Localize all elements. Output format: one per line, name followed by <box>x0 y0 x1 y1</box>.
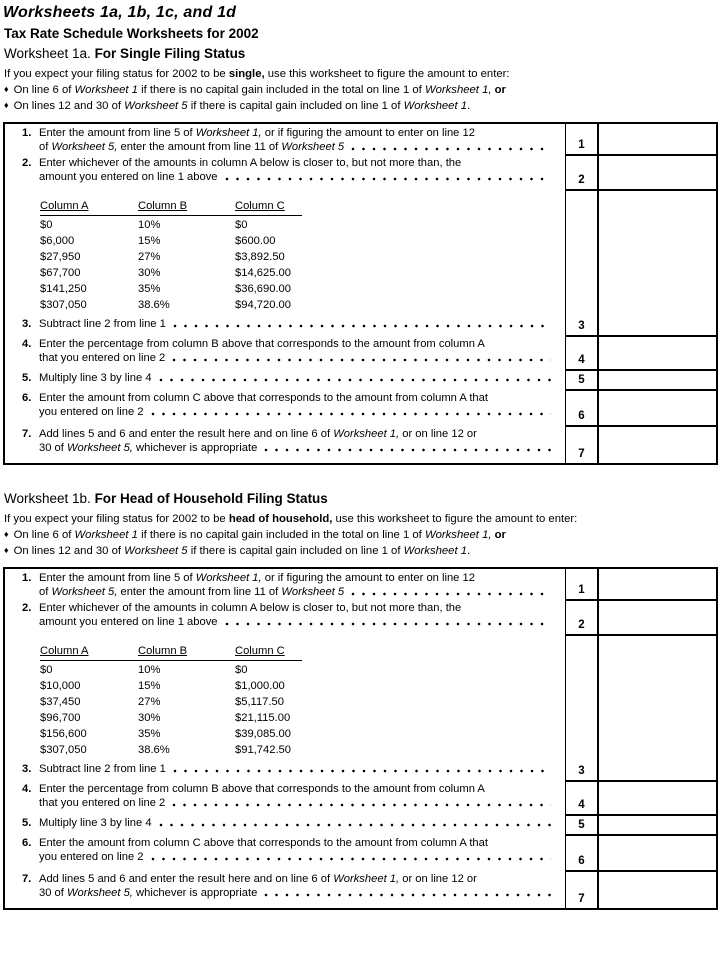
entry-box-line-3[interactable] <box>599 189 716 335</box>
rate-cell: 27% <box>138 696 161 708</box>
rate-table-row <box>40 662 302 678</box>
worksheet-row-6 <box>5 834 716 870</box>
line-number-5: 5 <box>565 814 599 834</box>
line-number-7: 7 <box>565 425 599 463</box>
item-text: of Worksheet 5, enter the amount from line 11 of Worksheet 5 <box>39 141 345 153</box>
rate-cell: $307,050 <box>40 299 87 311</box>
dot-leader <box>264 448 551 452</box>
rate-table-row <box>40 233 302 249</box>
line-number-2: 2 <box>565 154 599 189</box>
rate-table <box>40 643 302 758</box>
item-number: 6. <box>22 392 32 404</box>
item-number: 1. <box>22 127 32 139</box>
worksheet-1a <box>0 46 721 465</box>
rate-table-row <box>40 726 302 742</box>
item-text: Enter the amount from line 5 of Worksheet 1, or if figuring the amount to enter on line 12 <box>39 572 475 584</box>
rate-cell: $91,742.50 <box>235 744 291 756</box>
rate-cell: $39,085.00 <box>235 728 291 740</box>
rate-cell: $6,000 <box>40 235 75 247</box>
item-text: Subtract line 2 from line 1 <box>39 763 166 775</box>
worksheet-1b-table <box>3 567 718 910</box>
item-number: 3. <box>22 318 32 330</box>
dot-leader <box>159 823 551 827</box>
rate-col-header: Column B <box>138 645 188 657</box>
bullet-line <box>4 543 721 559</box>
item-text: Add lines 5 and 6 and enter the result here and on line 6 of Worksheet 1, or on line 12 or <box>39 428 477 440</box>
line-number-3: 3 <box>565 189 599 335</box>
line-number-2: 2 <box>565 599 599 634</box>
item-text: amount you entered on line 1 above <box>39 616 218 628</box>
rate-cell: $5,117.50 <box>235 696 284 708</box>
rate-cell: $36,690.00 <box>235 283 291 295</box>
item-number: 7. <box>22 428 32 440</box>
rate-cell: 27% <box>138 251 161 263</box>
item-number: 7. <box>22 873 32 885</box>
item-text: 30 of Worksheet 5, whichever is appropriate <box>39 442 258 454</box>
rate-cell: $94,720.00 <box>235 299 291 311</box>
bullet-text: On lines 12 and 30 of Worksheet 5 if there is capital gain included on line 1 of Worksheet 1. <box>13 100 471 112</box>
item-number: 6. <box>22 837 32 849</box>
worksheet-row-4 <box>5 335 716 369</box>
dot-leader <box>172 803 551 807</box>
item-text: Add lines 5 and 6 and enter the result here and on line 6 of Worksheet 1, or on line 12 or <box>39 873 477 885</box>
entry-box-line-4[interactable] <box>599 780 716 814</box>
item-text: Enter whichever of the amounts in column A below is closer to, but not more than, the <box>39 157 462 169</box>
worksheet-row-7 <box>5 425 716 463</box>
rate-table-row <box>40 217 302 233</box>
rate-cell: $156,600 <box>40 728 87 740</box>
line-number-5: 5 <box>565 369 599 389</box>
worksheet-row-1 <box>5 124 716 154</box>
item-number: 5. <box>22 372 32 384</box>
rate-cell: 30% <box>138 267 161 279</box>
entry-box-line-5[interactable] <box>599 369 716 389</box>
diamond-bullet-icon: ♦ <box>4 529 9 539</box>
entry-box-line-2[interactable] <box>599 154 716 189</box>
line-number-4: 4 <box>565 335 599 369</box>
worksheet-row-7 <box>5 870 716 908</box>
page-subtitle: Tax Rate Schedule Worksheets for 2002 <box>4 26 259 41</box>
rate-cell: 15% <box>138 680 161 692</box>
rate-cell: 38.6% <box>138 744 170 756</box>
item-number: 1. <box>22 572 32 584</box>
item-number: 3. <box>22 763 32 775</box>
rate-cell: $0 <box>235 219 248 231</box>
entry-box-line-1[interactable] <box>599 124 716 154</box>
rate-table-row <box>40 265 302 281</box>
rate-cell: $96,700 <box>40 712 81 724</box>
worksheet-1a-table <box>3 122 718 465</box>
worksheet-row-2 <box>5 154 716 189</box>
worksheet-row-5 <box>5 814 716 834</box>
item-text: that you entered on line 2 <box>39 352 166 364</box>
line-number-1: 1 <box>565 569 599 599</box>
rate-col-header: Column B <box>138 200 188 212</box>
dot-leader <box>151 857 552 861</box>
rate-col-header: Column C <box>235 645 285 657</box>
rate-cell: $141,250 <box>40 283 87 295</box>
worksheet-row-2 <box>5 599 716 634</box>
dot-leader <box>264 893 551 897</box>
rate-cell: $0 <box>40 664 53 676</box>
item-text: amount you entered on line 1 above <box>39 171 218 183</box>
rate-cell: $10,000 <box>40 680 81 692</box>
item-text: Enter whichever of the amounts in column A below is closer to, but not more than, the <box>39 602 462 614</box>
item-text: of Worksheet 5, enter the amount from line 11 of Worksheet 5 <box>39 586 345 598</box>
bullet-line <box>4 98 721 114</box>
item-text: you entered on line 2 <box>39 406 144 418</box>
line-number-7: 7 <box>565 870 599 908</box>
item-number: 4. <box>22 338 32 350</box>
rate-cell: $0 <box>235 664 248 676</box>
dot-leader <box>159 378 551 382</box>
worksheet-intro: If you expect your filing status for 2002 to be head of household, use this worksheet to figure the amount to enter: <box>4 513 578 525</box>
rate-table-row <box>40 281 302 297</box>
rate-table-row <box>40 678 302 694</box>
item-number: 2. <box>22 602 32 614</box>
rate-cell: 35% <box>138 283 161 295</box>
worksheet-label: Worksheet 1b. <box>4 491 91 506</box>
item-text: Multiply line 3 by line 4 <box>39 372 152 384</box>
item-number: 5. <box>22 817 32 829</box>
entry-box-line-7[interactable] <box>599 870 716 908</box>
rate-cell: $0 <box>40 219 53 231</box>
item-text: Enter the amount from column C above that corresponds to the amount from column A that <box>39 392 488 404</box>
rate-cell: 30% <box>138 712 161 724</box>
diamond-bullet-icon: ♦ <box>4 545 9 555</box>
item-text: Enter the percentage from column B above that corresponds to the amount from column A <box>39 783 485 795</box>
worksheet-label: Worksheet 1a. <box>4 46 91 61</box>
rate-cell: $67,700 <box>40 267 81 279</box>
rate-col-header: Column A <box>40 200 89 212</box>
rate-cell: 10% <box>138 664 161 676</box>
dot-leader <box>173 769 551 773</box>
line-number-6: 6 <box>565 834 599 870</box>
entry-box-line-6[interactable] <box>599 834 716 870</box>
entry-box-line-3[interactable] <box>599 634 716 780</box>
rate-col-header: Column C <box>235 200 285 212</box>
worksheet-row-3 <box>5 634 716 780</box>
rate-col-header: Column A <box>40 645 89 657</box>
rate-cell: $1,000.00 <box>235 680 285 692</box>
item-text: Multiply line 3 by line 4 <box>39 817 152 829</box>
worksheet-row-1 <box>5 569 716 599</box>
line-number-4: 4 <box>565 780 599 814</box>
item-text: that you entered on line 2 <box>39 797 166 809</box>
rate-table-row <box>40 742 302 758</box>
rate-table-row <box>40 249 302 265</box>
line-number-1: 1 <box>565 124 599 154</box>
rate-cell: $307,050 <box>40 744 87 756</box>
worksheet-row-6 <box>5 389 716 425</box>
entry-box-line-6[interactable] <box>599 389 716 425</box>
rate-cell: 35% <box>138 728 161 740</box>
item-text: 30 of Worksheet 5, whichever is appropriate <box>39 887 258 899</box>
rate-table <box>40 198 302 313</box>
rate-cell: $600.00 <box>235 235 276 247</box>
rate-table-row <box>40 694 302 710</box>
item-text: Enter the amount from line 5 of Worksheet 1, or if figuring the amount to enter on line 12 <box>39 127 475 139</box>
rate-table-header <box>40 198 302 216</box>
item-text: you entered on line 2 <box>39 851 144 863</box>
dot-leader <box>172 358 551 362</box>
item-text: Enter the amount from column C above that corresponds to the amount from column A that <box>39 837 488 849</box>
worksheet-row-4 <box>5 780 716 814</box>
rate-cell: 15% <box>138 235 161 247</box>
item-text: Subtract line 2 from line 1 <box>39 318 166 330</box>
rate-cell: 10% <box>138 219 161 231</box>
dot-leader <box>225 622 551 626</box>
item-number: 2. <box>22 157 32 169</box>
item-text: Enter the percentage from column B above that corresponds to the amount from column A <box>39 338 485 350</box>
diamond-bullet-icon: ♦ <box>4 84 9 94</box>
rate-cell: $14,625.00 <box>235 267 291 279</box>
item-number: 4. <box>22 783 32 795</box>
bullet-text: On line 6 of Worksheet 1 if there is no capital gain included in the total on line 1 of Worksheet 1, or <box>13 529 506 541</box>
entry-box-line-7[interactable] <box>599 425 716 463</box>
rate-cell: $37,450 <box>40 696 81 708</box>
rate-table-row <box>40 710 302 726</box>
line-number-6: 6 <box>565 389 599 425</box>
diamond-bullet-icon: ♦ <box>4 100 9 110</box>
worksheet-row-3 <box>5 189 716 335</box>
worksheet-1b <box>0 491 721 910</box>
rate-cell: $21,115.00 <box>235 712 291 724</box>
worksheet-row-5 <box>5 369 716 389</box>
worksheet-name: For Head of Household Filing Status <box>94 491 328 506</box>
bullet-text: On line 6 of Worksheet 1 if there is no capital gain included in the total on line 1 of Worksheet 1, or <box>13 84 506 96</box>
rate-cell: $27,950 <box>40 251 81 263</box>
dot-leader <box>151 412 552 416</box>
page-title: Worksheets 1a, 1b, 1c, and 1d <box>3 4 237 21</box>
line-number-3: 3 <box>565 634 599 780</box>
rate-cell: $3,892.50 <box>235 251 285 263</box>
worksheet-name: For Single Filing Status <box>94 46 246 61</box>
rate-table-header <box>40 643 302 661</box>
entry-box-line-1[interactable] <box>599 569 716 599</box>
bullet-line <box>4 82 721 98</box>
worksheet-1b-heading <box>4 491 721 506</box>
bullet-line <box>4 527 721 543</box>
rate-table-row <box>40 297 302 313</box>
rate-cell: 38.6% <box>138 299 170 311</box>
dot-leader <box>225 177 551 181</box>
worksheet-intro: If you expect your filing status for 2002 to be single, use this worksheet to figure the amount to enter: <box>4 68 510 80</box>
dot-leader <box>351 592 551 596</box>
dot-leader <box>351 147 551 151</box>
worksheet-1a-heading <box>4 46 721 61</box>
entry-box-line-4[interactable] <box>599 335 716 369</box>
entry-box-line-5[interactable] <box>599 814 716 834</box>
entry-box-line-2[interactable] <box>599 599 716 634</box>
bullet-text: On lines 12 and 30 of Worksheet 5 if there is capital gain included on line 1 of Worksheet 1. <box>13 545 471 557</box>
dot-leader <box>173 324 551 328</box>
